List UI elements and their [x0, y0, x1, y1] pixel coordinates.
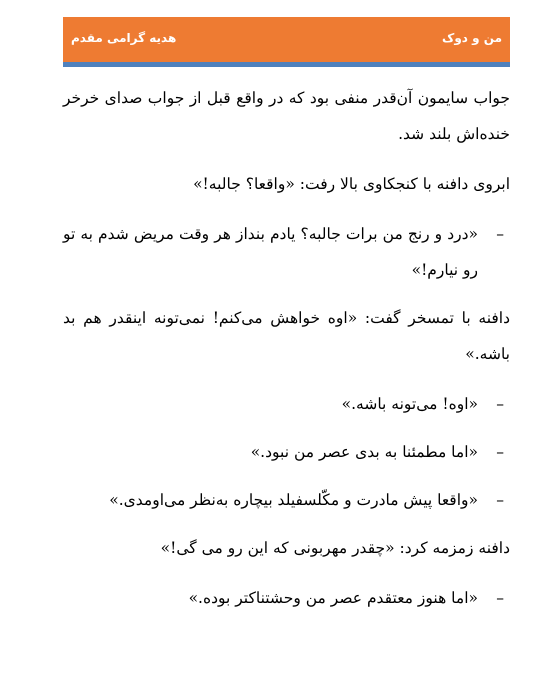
dialogue-dash: – [496, 491, 504, 509]
dialogue-line [63, 482, 510, 518]
dialogue-text: «اوه! می‌تونه باشه.» [341, 395, 478, 413]
paragraph: جواب سایمون آن‌قدر منفی بود که در واقع قبل از جواب صدای خرخر خنده‌اش بلند شد. [63, 89, 510, 143]
dialogue-text: «اما هنوز معتقدم عصر من وحشتناکتر بوده.» [188, 589, 478, 607]
dialogue-text: «درد و رنج من برات جالبه؟ یادم بنداز هر وقت مریض شدم به تو رو نیارم!» [63, 225, 478, 279]
dialogue-line [63, 580, 510, 616]
page-body [63, 80, 510, 628]
dialogue-text: «واقعا پیش مادرت و مکّلسفیلد بیچاره به‌نظر می‌اومدی.» [109, 491, 478, 509]
header-rule [63, 62, 510, 67]
page-header [63, 17, 510, 62]
dialogue-line [63, 434, 510, 470]
dialogue-line [63, 216, 510, 288]
dialogue-dash: – [496, 443, 504, 461]
dialogue-dash: – [496, 225, 504, 243]
dialogue-line [63, 386, 510, 422]
dialogue-dash: – [496, 395, 504, 413]
paragraph: دافنه زمزمه کرد: «چقدر مهربونی که این رو می گی!» [160, 539, 510, 557]
paragraph: دافنه با تمسخر گفت: «اوه خواهش می‌کنم! نمی‌تونه اینقدر هم بد باشه.» [63, 309, 510, 363]
header-title: من و دوک [442, 31, 502, 45]
dialogue-text: «اما مطمئنا به بدی عصر من نبود.» [250, 443, 478, 461]
dialogue-dash: – [496, 589, 504, 607]
paragraph: ابروی دافنه با کنجکاوی بالا رفت: «واقعا؟ جالبه!» [193, 175, 510, 193]
header-subtitle: هدیه گرامی مقدم [71, 31, 177, 45]
